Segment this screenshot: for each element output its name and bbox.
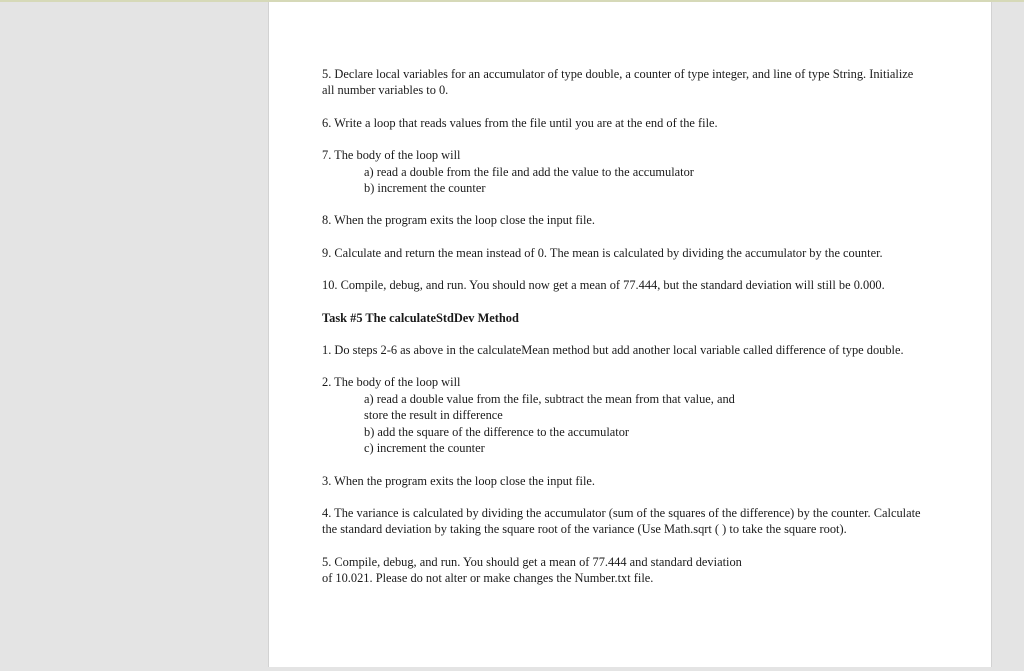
task-step-2-lead: 2. The body of the loop will xyxy=(322,375,461,390)
document-page[interactable] xyxy=(268,2,992,667)
bottom-strip xyxy=(0,667,1024,671)
step-10-paragraph: 10. Compile, debug, and run. You should now get a mean of 77.444, but the standard deviation will still be 0.000. xyxy=(322,278,885,293)
task-step-2-item-a-line2: store the result in difference xyxy=(364,408,503,423)
step-6-paragraph: 6. Write a loop that reads values from the file until you are at the end of the file. xyxy=(322,115,718,130)
step-5-paragraph: 5. Declare local variables for an accumulator of type double, a counter of type integer, and line of type String. Initialize all number variables to 0. xyxy=(322,67,914,98)
task-step-2-item-b: b) add the square of the difference to the accumulator xyxy=(364,424,630,439)
task-step-4-paragraph: 4. The variance is calculated by dividing the accumulator (sum of the squares of the difference) by the counter. Calculate the standard deviation by taking the square root of the variance (Use Math.sqrt ( ) to take the square root). xyxy=(322,505,921,537)
task-step-1-paragraph: 1. Do steps 2-6 as above in the calculateMean method but add another local variable called difference of type double. xyxy=(322,343,904,358)
step-8-paragraph: 8. When the program exits the loop close the input file. xyxy=(322,213,595,228)
task-step-2-item-c: c) increment the counter xyxy=(364,441,485,456)
step-9-paragraph: 9. Calculate and return the mean instead of 0. The mean is calculated by dividing the accumulator by the counter. xyxy=(322,245,883,260)
step-7-block xyxy=(322,147,922,196)
task-step-5-block xyxy=(322,554,922,587)
task-step-5-line2: of 10.021. Please do not alter or make changes the Number.txt file. xyxy=(322,571,654,586)
task-step-3-paragraph: 3. When the program exits the loop close the input file. xyxy=(322,473,595,488)
task-step-2-block xyxy=(322,374,922,456)
task-step-5-line1: 5. Compile, debug, and run. You should get a mean of 77.444 and standard deviation xyxy=(322,554,742,569)
task-5-heading: Task #5 The calculateStdDev Method xyxy=(322,310,519,325)
task-step-2-item-a-line1: a) read a double value from the file, subtract the mean from that value, and xyxy=(364,391,735,406)
document-content xyxy=(322,66,922,603)
step-7-lead: 7. The body of the loop will xyxy=(322,148,461,163)
step-7-item-b: b) increment the counter xyxy=(364,181,486,196)
step-7-item-a: a) read a double from the file and add the value to the accumulator xyxy=(364,164,694,179)
